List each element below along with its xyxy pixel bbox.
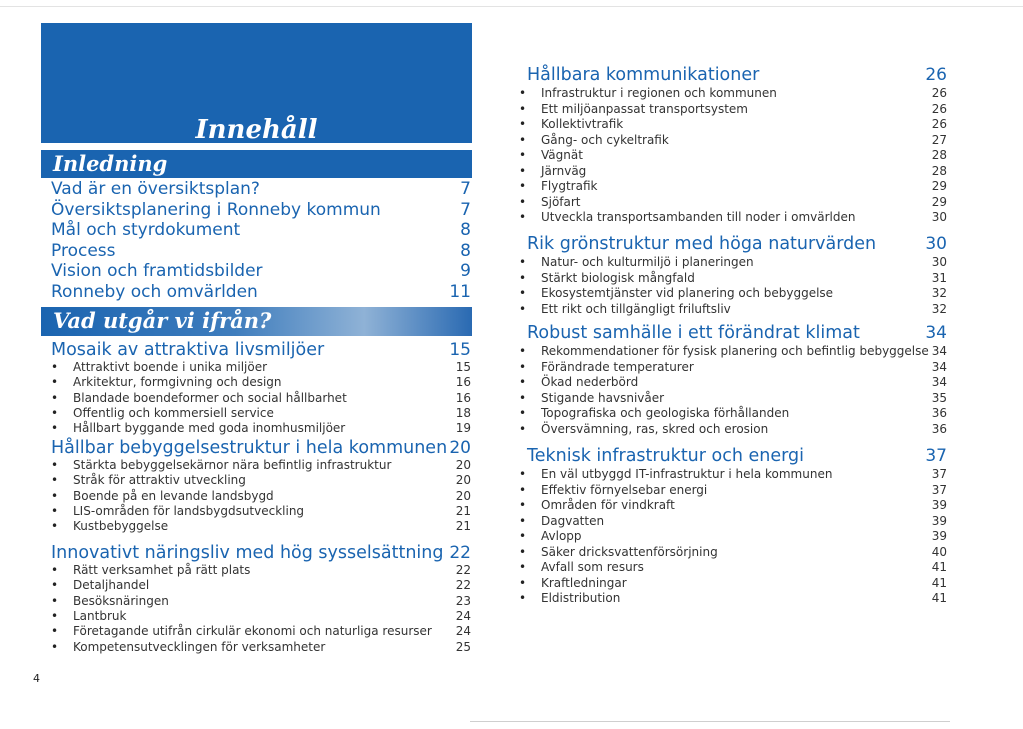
toc-sub-entry[interactable]: [51, 563, 471, 578]
section-title[interactable]: [51, 437, 471, 459]
toc-sub-entry-page: 36: [931, 406, 947, 420]
toc-sub-entry[interactable]: [519, 179, 947, 194]
section-title[interactable]: [51, 339, 471, 361]
toc-sub-entry-page: 29: [931, 194, 947, 209]
toc-entry-label: Mål och styrdokument: [51, 220, 241, 241]
toc-sub-entry-page: 36: [931, 421, 947, 436]
toc-entry[interactable]: [51, 220, 471, 241]
toc-sub-entry-label: • Företagande utifrån cirkulär ekonomi och naturliga resurser: [51, 624, 432, 639]
toc-sub-entry-label: • Dagvatten: [519, 514, 604, 529]
section-bar-inledning: [41, 150, 472, 178]
toc-sub-entry-label: • Attraktivt boende i unika miljöer: [51, 360, 267, 375]
toc-sub-entry-page: 22: [455, 578, 471, 593]
toc-entry[interactable]: [51, 261, 471, 282]
toc-sub-entry[interactable]: [51, 360, 471, 375]
toc-sub-entry-label: • Eldistribution: [519, 591, 620, 606]
toc-sub-entry[interactable]: [519, 360, 947, 375]
toc-sub-entry[interactable]: [519, 560, 947, 575]
toc-sub-entry-label: • Översvämning, ras, skred och erosion: [519, 422, 768, 437]
toc-sub-entry-page: 28: [931, 163, 947, 178]
toc-sub-entry[interactable]: [519, 483, 947, 498]
section-title-page: 34: [925, 323, 947, 343]
toc-sub-entry[interactable]: [519, 133, 947, 148]
section-title-page: 30: [925, 234, 947, 254]
toc-sub-entry[interactable]: [51, 519, 471, 534]
toc-sub-entry-label: • Järnväg: [519, 164, 586, 179]
section-title[interactable]: [51, 542, 471, 564]
toc-entry-page: 11: [449, 282, 471, 302]
toc-sub-entry-page: 15: [455, 360, 471, 374]
toc-sub-entry-page: 16: [455, 390, 471, 405]
toc-sub-entry-page: 41: [931, 575, 947, 590]
toc-sub-entry-page: 19: [455, 421, 471, 436]
bottom-divider: [470, 721, 950, 722]
section-heading-vad-utgar: Vad utgår vi ifrån?: [53, 308, 272, 333]
toc-sub-entry-label: • Effektiv förnyelsebar energi: [519, 483, 707, 498]
toc-sub-entry[interactable]: [519, 422, 947, 437]
section-title-label: Mosaik av attraktiva livsmiljöer: [51, 340, 325, 360]
section-title-label: Hållbar bebyggelsestruktur i hela kommunen: [51, 438, 448, 458]
toc-sub-entry-page: 32: [931, 301, 947, 316]
toc-entry[interactable]: [51, 241, 471, 262]
toc-sub-entry-page: 20: [455, 488, 471, 503]
toc-sub-entry-label: • Förändrade temperaturer: [519, 360, 694, 375]
toc-sub-entry-label: • LIS-områden för landsbygdsutveckling: [51, 504, 304, 519]
toc-sub-entry[interactable]: [51, 406, 471, 421]
section-title-page: 37: [925, 446, 947, 466]
toc-sub-entry-label: • Stärkta bebyggelsekärnor nära befintlig infrastruktur: [51, 458, 391, 473]
toc-sub-entry[interactable]: [519, 302, 947, 317]
toc-sub-entry-label: • Arkitektur, formgivning och design: [51, 375, 282, 390]
toc-sub-entry-page: 37: [931, 482, 947, 497]
toc-sub-entry-page: 34: [931, 344, 947, 358]
toc-entry-page: 9: [460, 261, 471, 282]
toc-sub-entry-label: • Detaljhandel: [51, 578, 149, 593]
toc-sub-entry-label: • En väl utbyggd IT-infrastruktur i hela kommunen: [519, 467, 832, 482]
toc-sub-entry-page: 21: [455, 519, 471, 534]
toc-sub-entry[interactable]: [51, 578, 471, 593]
toc-sub-entry-page: 25: [455, 639, 471, 654]
toc-sub-entry-page: 24: [455, 608, 471, 623]
toc-sub-entry[interactable]: [519, 391, 947, 406]
toc-entry-label: Översiktsplanering i Ronneby kommun: [51, 199, 381, 220]
toc-sub-entry-label: • Områden för vindkraft: [519, 498, 675, 513]
toc-sub-entry-label: • Rekommendationer för fysisk planering och befintlig bebyggelse: [519, 344, 929, 359]
section-title[interactable]: [527, 322, 947, 344]
toc-sub-entry-page: 35: [931, 390, 947, 405]
toc-sub-entry-page: 20: [455, 473, 471, 488]
toc-sub-entry-page: 22: [455, 563, 471, 577]
toc-sub-entry-label: • Offentlig och kommersiell service: [51, 406, 274, 421]
toc-sub-entry-page: 30: [931, 255, 947, 269]
page-title: Innehåll: [195, 115, 318, 145]
toc-entry-label: Ronneby och omvärlden: [51, 282, 258, 302]
toc-sub-entry[interactable]: [51, 624, 471, 639]
toc-sub-entry-page: 16: [455, 375, 471, 390]
toc-sub-entry-label: • Topografiska och geologiska förhållanden: [519, 406, 789, 421]
top-divider: [0, 6, 1023, 7]
toc-sub-entry-label: • Besöksnäringen: [51, 594, 169, 609]
toc-sub-entry-page: 28: [931, 148, 947, 162]
toc-sub-entry-page: 23: [455, 593, 471, 608]
toc-sub-entry-page: 39: [931, 513, 947, 528]
toc-sub-entry-label: • Hållbart byggande med goda inomhusmiljöer: [51, 421, 345, 436]
toc-entry-page: 8: [460, 220, 471, 241]
toc-sub-entry[interactable]: [519, 498, 947, 513]
toc-sub-entry-page: 39: [931, 498, 947, 512]
toc-sub-entry[interactable]: [519, 375, 947, 390]
toc-sub-entry[interactable]: [51, 489, 471, 504]
toc-sub-entry-label: • Avfall som resurs: [519, 560, 644, 575]
toc-sub-entry-page: 21: [455, 503, 471, 518]
toc-sub-entry-page: 32: [931, 286, 947, 300]
toc-sub-entry-page: 34: [931, 375, 947, 389]
toc-entry-page: 7: [460, 179, 471, 199]
toc-sub-entry[interactable]: [519, 164, 947, 179]
toc-sub-entry-page: 39: [931, 529, 947, 543]
toc-sub-entry[interactable]: [519, 576, 947, 591]
toc-sub-entry-page: 29: [931, 179, 947, 193]
toc-entry[interactable]: [51, 282, 471, 303]
toc-sub-entry-page: 24: [455, 624, 471, 639]
toc-sub-entry-label: • Sjöfart: [519, 195, 581, 210]
toc-sub-entry[interactable]: [51, 421, 471, 436]
toc-sub-entry[interactable]: [519, 545, 947, 560]
toc-sub-entry-label: • Boende på en levande landsbygd: [51, 489, 274, 504]
toc-sub-entry[interactable]: [519, 467, 947, 482]
section-title[interactable]: [527, 445, 947, 467]
toc-sub-entry[interactable]: [519, 148, 947, 163]
toc-sub-entry[interactable]: [51, 473, 471, 488]
section-title-label: Hållbara kommunikationer: [527, 65, 760, 85]
page-number: 4: [33, 672, 40, 685]
toc-entry[interactable]: [51, 179, 471, 200]
section-title[interactable]: [527, 233, 947, 255]
toc-sub-entry-label: • Vägnät: [519, 148, 583, 163]
toc-sub-entry-label: • Kustbebyggelse: [51, 519, 168, 534]
toc-sub-entry[interactable]: [51, 594, 471, 609]
section-title[interactable]: [527, 64, 947, 86]
toc-sub-entry-page: 20: [455, 458, 471, 472]
toc-sub-entry-page: 40: [931, 544, 947, 559]
toc-sub-entry-label: • Stigande havsnivåer: [519, 391, 664, 406]
toc-sub-entry[interactable]: [519, 529, 947, 544]
toc-sub-entry-label: • Lantbruk: [51, 609, 126, 624]
toc-sub-entry-page: 34: [931, 359, 947, 374]
toc-sub-entry[interactable]: [519, 514, 947, 529]
toc-sub-entry[interactable]: [519, 344, 947, 359]
toc-sub-entry-label: • Utveckla transportsambanden till noder i omvärlden: [519, 210, 855, 225]
toc-entry-label: Vad är en översiktsplan?: [51, 179, 260, 199]
section-heading-inledning: Inledning: [53, 151, 168, 176]
toc-sub-entry-label: • Blandade boendeformer och social hållbarhet: [51, 391, 347, 406]
toc-entry[interactable]: [51, 200, 471, 221]
toc-sub-entry-page: 26: [931, 117, 947, 131]
toc-sub-entry-label: • Flygtrafik: [519, 179, 597, 194]
toc-sub-entry[interactable]: [519, 286, 947, 301]
toc-sub-entry[interactable]: [51, 504, 471, 519]
toc-sub-entry-label: • Stråk för attraktiv utveckling: [51, 473, 246, 488]
toc-sub-entry-label: • Stärkt biologisk mångfald: [519, 271, 695, 286]
toc-sub-entry[interactable]: [519, 102, 947, 117]
toc-sub-entry-label: • Gång- och cykeltrafik: [519, 133, 669, 148]
section-title-page: 20: [449, 438, 471, 458]
section-title-label: Rik grönstruktur med höga naturvärden: [527, 234, 877, 254]
toc-sub-entry-page: 27: [931, 132, 947, 147]
toc-sub-entry[interactable]: [519, 86, 947, 101]
title-banner: [41, 23, 472, 143]
toc-sub-entry-label: • Ett miljöanpassat transportsystem: [519, 102, 748, 117]
toc-sub-entry[interactable]: [519, 210, 947, 225]
section-title-label: Innovativt näringsliv med hög sysselsättning: [51, 543, 444, 563]
toc-sub-entry[interactable]: [51, 640, 471, 655]
toc-sub-entry[interactable]: [519, 195, 947, 210]
toc-sub-entry-page: 41: [931, 560, 947, 574]
toc-sub-entry-label: • Ett rikt och tillgängligt friluftsliv: [519, 302, 731, 317]
toc-entry-label: Vision och framtidsbilder: [51, 261, 263, 282]
toc-sub-entry-label: • Ekosystemtjänster vid planering och bebyggelse: [519, 286, 833, 301]
toc-sub-entry-label: • Ökad nederbörd: [519, 375, 638, 390]
toc-sub-entry[interactable]: [519, 117, 947, 132]
toc-sub-entry[interactable]: [51, 609, 471, 624]
section-title-page: 15: [449, 340, 471, 360]
section-title-label: Robust samhälle i ett förändrat klimat: [527, 323, 860, 343]
toc-sub-entry-page: 41: [931, 591, 947, 605]
toc-sub-entry-label: • Kompetensutvecklingen för verksamheter: [51, 640, 325, 655]
toc-sub-entry-label: • Kraftledningar: [519, 576, 627, 591]
section-bar-vad-utgar: [41, 307, 472, 336]
toc-sub-entry[interactable]: [519, 271, 947, 286]
toc-sub-entry-page: 31: [931, 270, 947, 285]
toc-sub-entry[interactable]: [519, 255, 947, 270]
toc-sub-entry[interactable]: [51, 375, 471, 390]
toc-sub-entry-page: 37: [931, 467, 947, 481]
toc-sub-entry[interactable]: [51, 458, 471, 473]
section-title-page: 26: [925, 65, 947, 85]
toc-entry-label: Process: [51, 240, 116, 261]
toc-sub-entry-page: 26: [931, 101, 947, 116]
toc-entry-page: 8: [460, 240, 471, 261]
toc-sub-entry[interactable]: [51, 391, 471, 406]
toc-sub-entry-label: • Infrastruktur i regionen och kommunen: [519, 86, 777, 101]
toc-sub-entry-label: • Kollektivtrafik: [519, 117, 623, 132]
toc-sub-entry-label: • Natur- och kulturmiljö i planeringen: [519, 255, 754, 270]
toc-sub-entry-page: 30: [931, 210, 947, 224]
toc-sub-entry-page: 18: [455, 405, 471, 420]
toc-sub-entry-label: • Avlopp: [519, 529, 582, 544]
section-title-page: 22: [449, 543, 471, 563]
toc-entry-page: 7: [460, 199, 471, 220]
section-title-label: Teknisk infrastruktur och energi: [527, 446, 804, 466]
toc-sub-entry[interactable]: [519, 406, 947, 421]
toc-sub-entry-label: • Säker dricksvattenförsörjning: [519, 545, 718, 560]
toc-sub-entry[interactable]: [519, 591, 947, 606]
toc-sub-entry-label: • Rätt verksamhet på rätt plats: [51, 563, 250, 578]
toc-sub-entry-page: 26: [931, 86, 947, 100]
